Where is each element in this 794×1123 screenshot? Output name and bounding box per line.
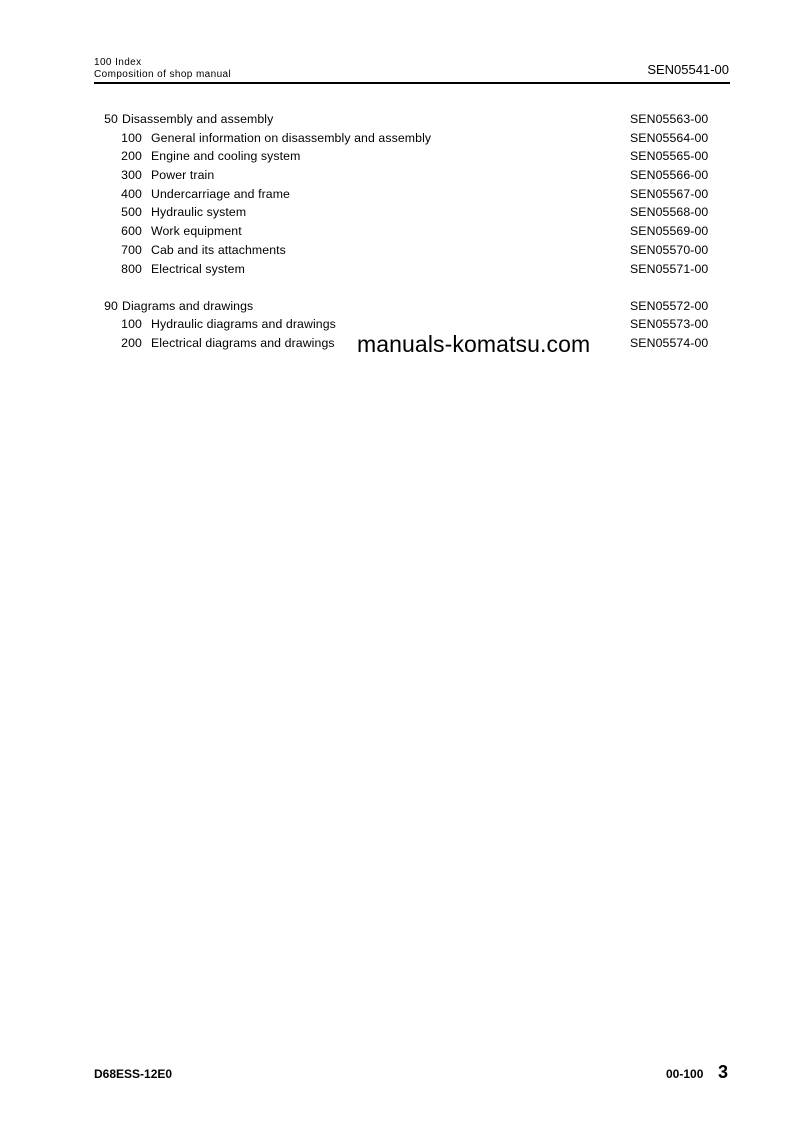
toc-title: Electrical system [151, 261, 245, 276]
header-line-2: Composition of shop manual [94, 69, 232, 80]
toc-code: SEN05573-00 [630, 317, 709, 332]
toc-code: SEN05565-00 [630, 149, 709, 164]
toc-title: Engine and cooling system [151, 149, 301, 164]
toc-item-row [0, 129, 794, 148]
toc-item-row [0, 260, 794, 279]
toc-number: 600 [121, 224, 142, 239]
toc-number: 100 [121, 130, 142, 145]
toc-item-row [0, 222, 794, 241]
toc-code: SEN05566-00 [630, 168, 709, 183]
toc-number: 700 [121, 242, 142, 257]
toc-title: Cab and its attachments [151, 242, 286, 257]
toc-code: SEN05570-00 [630, 242, 709, 257]
toc-title: General information on disassembly and assembly [151, 130, 432, 145]
toc-number: 200 [121, 336, 142, 351]
toc-title: Power train [151, 168, 215, 183]
footer-page-ref: 00-100 [666, 1067, 704, 1081]
toc-title: Work equipment [151, 224, 242, 239]
toc-title: Disassembly and assembly [122, 112, 274, 126]
toc-number: 100 [121, 317, 142, 332]
group-spacer [0, 278, 794, 297]
toc-section-row [0, 110, 794, 129]
toc-number: 90 [104, 298, 118, 313]
toc-code: SEN05568-00 [630, 205, 709, 220]
toc-number: 50 [104, 112, 118, 126]
footer-model: D68ESS-12E0 [94, 1067, 173, 1081]
toc-section-row [0, 297, 794, 316]
toc-code: SEN05564-00 [630, 130, 709, 145]
header-doc-code: SEN05541-00 [647, 62, 729, 77]
toc-code: SEN05563-00 [630, 112, 709, 126]
toc-number: 800 [121, 261, 142, 276]
toc-code: SEN05567-00 [630, 186, 709, 201]
toc-code: SEN05569-00 [630, 224, 709, 239]
toc-code: SEN05571-00 [630, 261, 709, 276]
header-section-label [94, 57, 231, 81]
toc-number: 400 [121, 186, 142, 201]
footer-page-number: 3 [718, 1062, 729, 1082]
toc-number: 300 [121, 168, 142, 183]
toc-title: Hydraulic diagrams and drawings [151, 317, 336, 332]
table-of-contents [0, 110, 794, 353]
toc-item-row [0, 166, 794, 185]
toc-title: Undercarriage and frame [151, 186, 291, 201]
toc-item-row [0, 241, 794, 260]
toc-code: SEN05574-00 [630, 336, 709, 351]
toc-number: 200 [121, 149, 142, 164]
header-line-1: 100 Index [94, 57, 142, 68]
toc-code: SEN05572-00 [630, 298, 709, 313]
toc-item-row [0, 147, 794, 166]
toc-title: Hydraulic system [151, 205, 247, 220]
watermark-text: manuals-komatsu.com [357, 331, 591, 357]
header-divider [94, 82, 730, 84]
toc-number: 500 [121, 205, 142, 220]
toc-title: Electrical diagrams and drawings [151, 336, 335, 351]
toc-title: Diagrams and drawings [122, 298, 254, 313]
toc-item-row [0, 203, 794, 222]
toc-item-row [0, 185, 794, 204]
